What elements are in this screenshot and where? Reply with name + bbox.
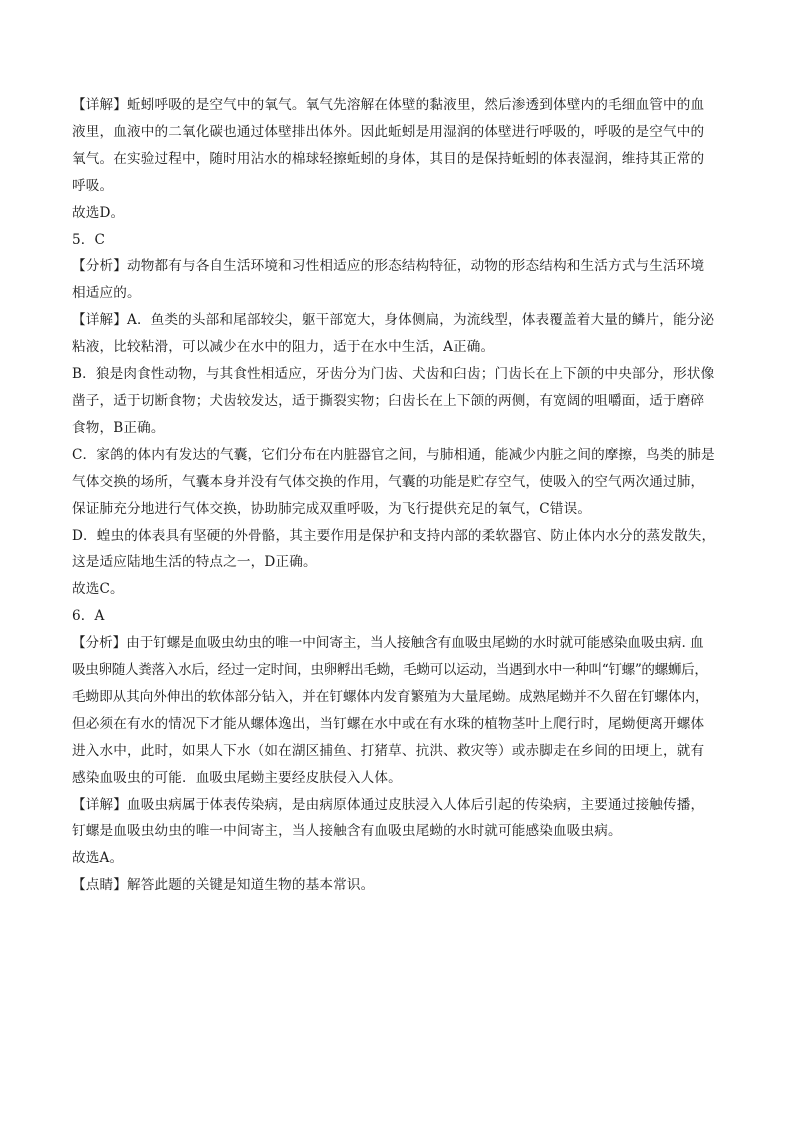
question-number: 6．A: [72, 608, 105, 625]
text-line: 相适应的。: [72, 285, 141, 302]
text-line: 【分析】动物都有与各自生活环境和习性相适应的形态结构特征，动物的形态结构和生活方式与生活环境: [72, 258, 705, 275]
text-line: 【详解】血吸虫病属于体表传染病，是由病原体通过皮肤浸入人体后引起的传染病，主要通过接触传播，: [72, 796, 705, 813]
text-line: 【点睛】解答此题的关键是知道生物的基本常识。: [72, 877, 375, 894]
text-line: 粘液，比较粘滑，可以减少在水中的阻力，适于在水中生活，A正确。: [72, 339, 495, 356]
text-line: D．蝗虫的体表具有坚硬的外骨骼，其主要作用是保护和支持内部的柔软器官、防止体内水分的蒸发散失，: [72, 527, 716, 544]
text-line: 但必须在有水的情况下才能从螺体逸出，当钉螺在水中或在有水珠的植物茎叶上爬行时，尾蚴便离开螺体: [72, 715, 705, 732]
text-line: 凿子，适于切断食物；犬齿较发达，适于撕裂实物；臼齿长在上下颌的两侧，有宽阔的咀嚼面，适于磨碎: [72, 392, 705, 409]
text-line: 进入水中，此时，如果人下水（如在湖区捕鱼、打猪草、抗洪、救灾等）或赤脚走在乡间的田埂上，就有: [72, 742, 705, 759]
text-line: 吸虫卵随人粪落入水后，经过一定时间，虫卵孵出毛蚴，毛蚴可以运动，当遇到水中一种叫“钉螺”的螺蛳后，: [72, 662, 708, 679]
text-line: 气体交换的场所，气囊本身并没有气体交换的作用，气囊的功能是贮存空气，使吸入的空气两次通过肺，: [72, 473, 705, 490]
text-line: 保证肺充分地进行气体交换，协助肺完成双重呼吸，为飞行提供充足的氧气，C错误。: [72, 500, 592, 517]
answer-line: 故选A。: [72, 850, 124, 867]
text-line: 氧气。在实验过程中，随时用沾水的棉球轻擦蚯蚓的身体，其目的是保持蚯蚓的体表湿润，维持其正常的: [72, 150, 705, 167]
text-line: 【分析】由于钉螺是血吸虫幼虫的唯一中间寄主，当人接触含有血吸虫尾蚴的水时就可能感染血吸虫病. 血: [72, 635, 704, 652]
text-line: 液里，血液中的二氧化碳也通过体壁排出体外。因此蚯蚓是用湿润的体壁进行呼吸的，呼吸的是空气中的: [72, 123, 705, 140]
question-number: 5．C: [72, 231, 106, 248]
text-line: 食物，B正确。: [72, 419, 165, 436]
text-line: 【详解】蚯蚓呼吸的是空气中的氧气。氧气先溶解在体壁的黏液里，然后渗透到体壁内的毛细血管中的血: [72, 97, 705, 113]
text-line: 毛蚴即从其向外伸出的软体部分钻入，并在钉螺体内发育繁殖为大量尾蚴。成熟尾蚴并不久留在钉螺体内，: [72, 688, 709, 705]
text-line: 【详解】A．鱼类的头部和尾部较尖，躯干部宽大，身体侧扁，为流线型，体表覆盖着大量的鳞片，能分泌: [72, 312, 715, 329]
text-line: C．家鸽的体内有发达的气囊，它们分布在内脏器官之间，与肺相通，能减少内脏之间的摩擦，鸟类的肺是: [72, 446, 715, 463]
text-line: 钉螺是血吸虫幼虫的唯一中间寄主，当人接触含有血吸虫尾蚴的水时就可能感染血吸虫病。: [72, 823, 622, 840]
text-line: 感染血吸虫的可能．血吸虫尾蚴主要经皮肤侵入人体。: [72, 769, 402, 786]
document-page: [72, 92, 724, 899]
answer-line: 故选D。: [72, 204, 125, 221]
text-line: 呼吸。: [72, 177, 114, 194]
text-line: B．狼是肉食性动物，与其食性相适应，牙齿分为门齿、犬齿和臼齿；门齿长在上下颌的中央部分，形状像: [72, 366, 715, 383]
text-line: 这是适应陆地生活的特点之一，D正确。: [72, 554, 317, 571]
answer-line: 故选C。: [72, 581, 124, 598]
